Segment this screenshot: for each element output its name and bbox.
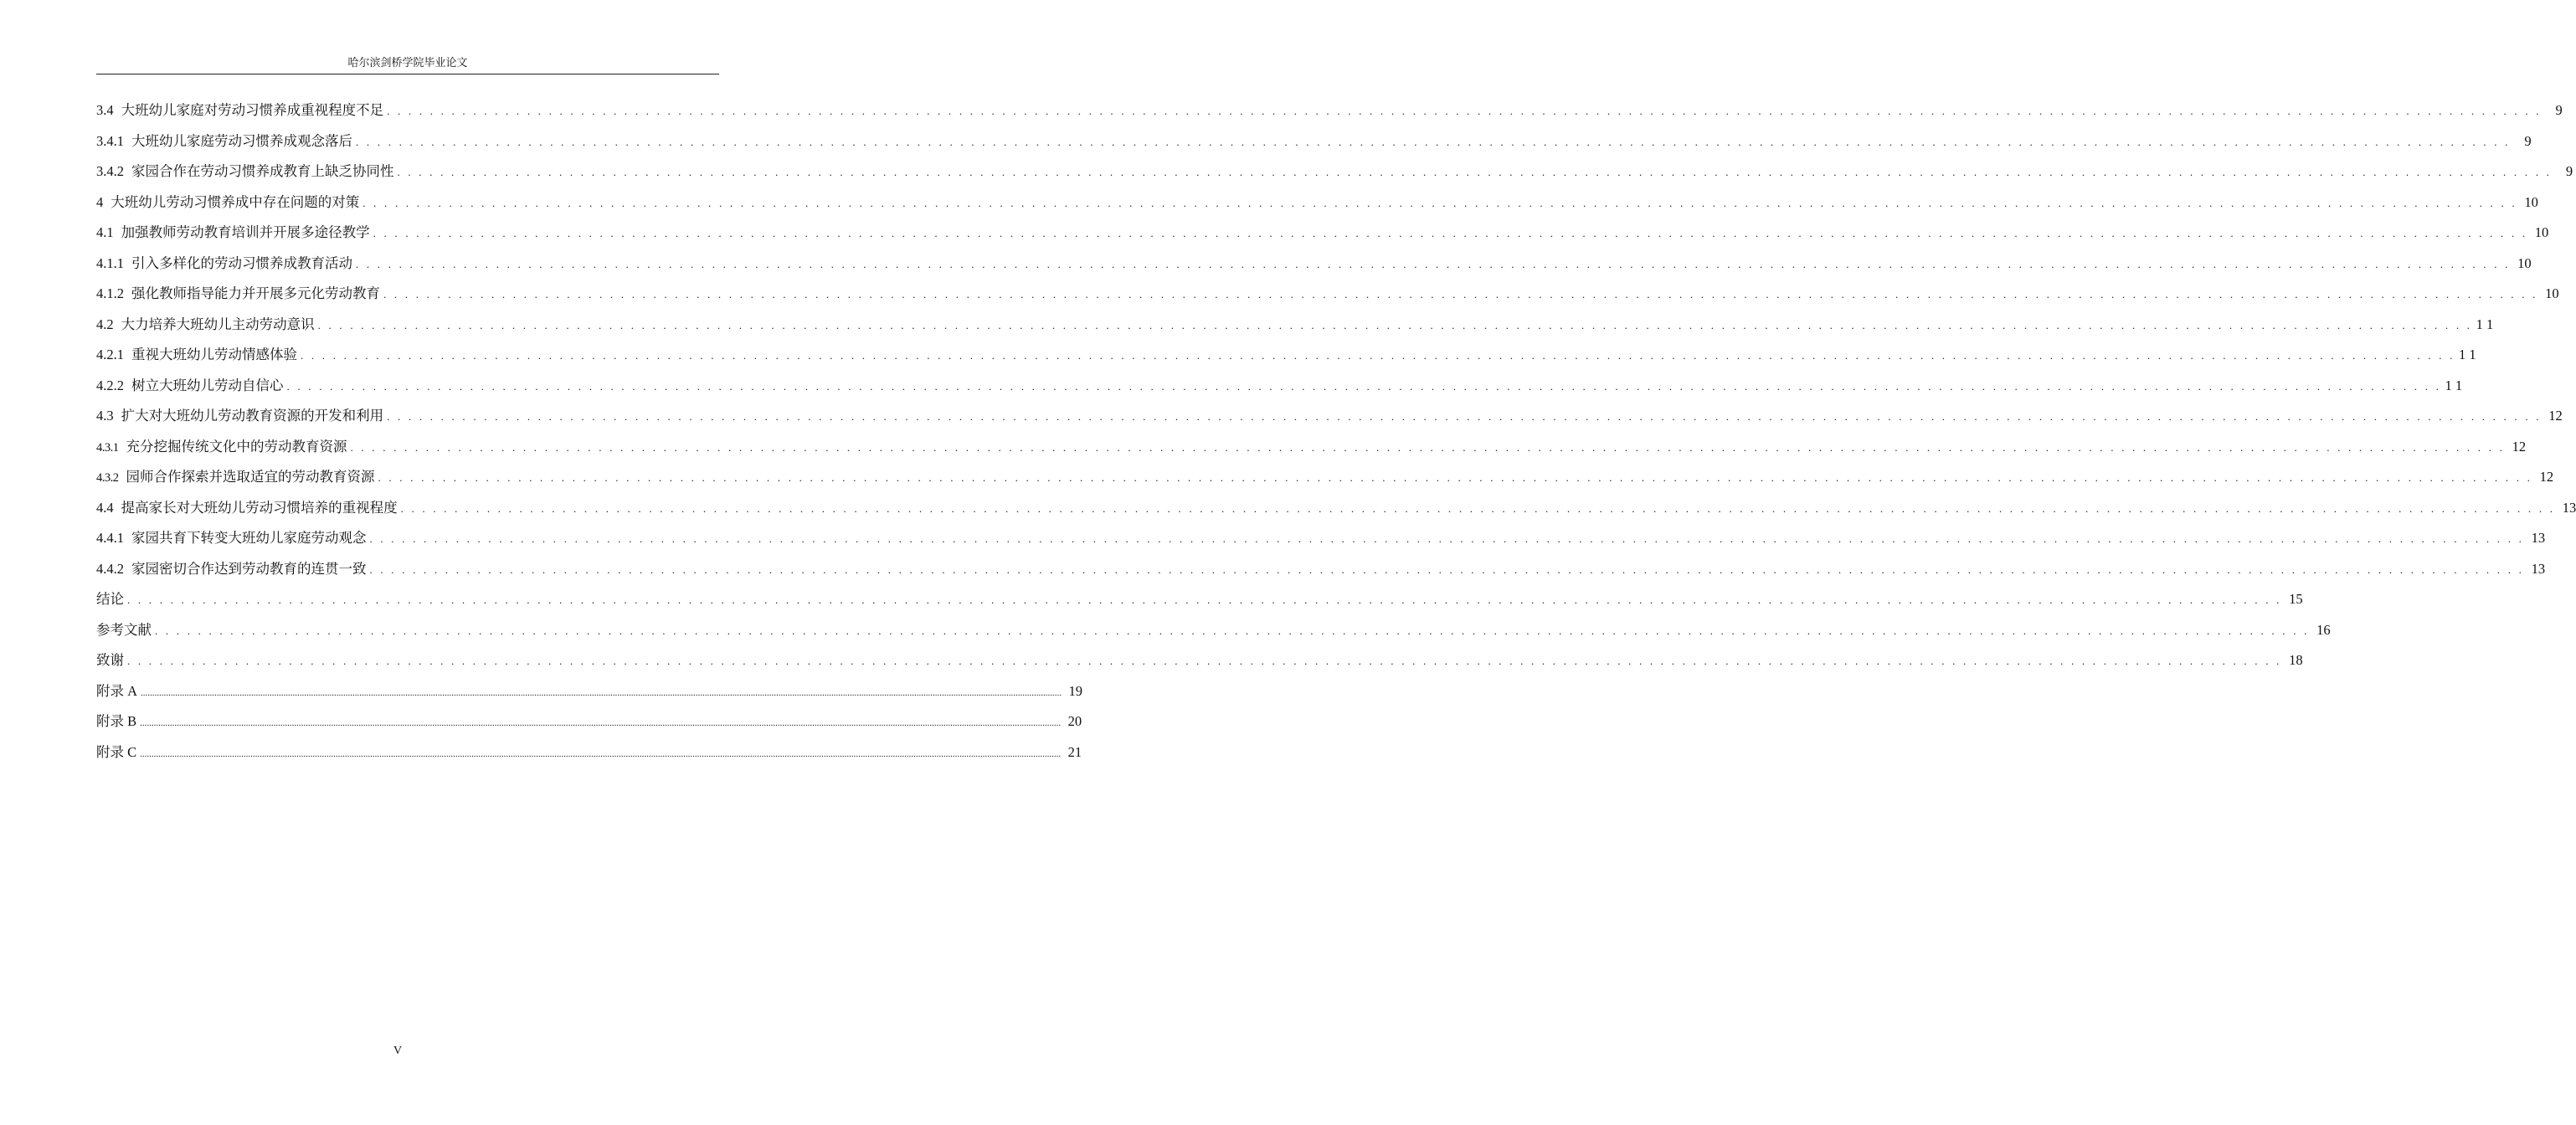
toc-entry-text: 结论 [96,591,124,607]
toc-entry-number: 4.3.1 [96,440,119,455]
toc-entry-page: 10 [2527,221,2548,244]
toc-entry-page: 10 [2511,252,2532,275]
toc-entry-text: 重视大班幼儿劳动情感体验 [131,347,297,362]
toc-entry-page: 10 [2538,282,2559,306]
toc-entry-text: 园师合作探索并选取适宜的劳动教育资源 [126,469,375,485]
toc-entry[interactable] [96,710,1082,741]
toc-dot-leader: ................................................................................................................................................................................................................................................................................................................................................................................................................ [141,687,1062,698]
toc-entry[interactable] [96,588,2303,619]
toc-entry-number: 4.2 [96,316,114,332]
toc-entry[interactable] [96,649,2303,680]
toc-entry-page: 9 [2552,160,2573,183]
toc-entry-title [96,343,301,367]
toc-entry[interactable] [96,343,2476,374]
toc-entry-text: 附录 B [96,713,137,729]
toc-entry[interactable] [96,741,1082,772]
toc-entry-number: 3.4 [96,102,114,118]
toc-dot-leader: . . . . . . . . . . . . . . . . . . . . . . . . . . . . . . . . . . . . . . . . . . . . . . . . . . . . . . . . . . . . . . . . . . . . . . . . . . . . . . . . . . . . . . . . . . . . . . . . . . . . . . . . . . . . . . . . . . . . . . . . . . . . . . . . . . . . . . . . . . . . . . . . . . . . . . . . . . . . . . . . . . . . . . . . . . . . . . . . . . . . . . . . . . . . . . . . . . . . . . . . [378,471,2533,484]
toc-entry-text: 提高家长对大班幼儿劳动习惯培养的重视程度 [121,499,398,516]
toc-dot-leader: . . . . . . . . . . . . . . . . . . . . . . . . . . . . . . . . . . . . . . . . . . . . . . . . . . . . . . . . . . . . . . . . . . . . . . . . . . . . . . . . . . . . . . . . . . . . . . . . . . . . . . . . . . . . . . . . . . . . . . . . . . . . . . . . . . . . . . . . . . . . . . . . . . . . . . . . . . . . . . . . . . . . . . . . . . . . . . . . . . . . . . . . . . . . . . . . . . . . . . . . [369,532,2525,545]
toc-entry-text: 致谢 [96,652,124,668]
toc-entry-page: 10 [2517,191,2538,214]
toc-dot-leader: . . . . . . . . . . . . . . . . . . . . . . . . . . . . . . . . . . . . . . . . . . . . . . . . . . . . . . . . . . . . . . . . . . . . . . . . . . . . . . . . . . . . . . . . . . . . . . . . . . . . . . . . . . . . . . . . . . . . . . . . . . . . . . . . . . . . . . . . . . . . . . . . . . . . . . . . . . . . . . . . . . . . . . . . . . . . . . . . . . . . . . . . . . . . . . . . . . . . . . . . [356,135,2511,148]
toc-entry-number: 4.3.2 [96,471,119,485]
toc-dot-leader: . . . . . . . . . . . . . . . . . . . . . . . . . . . . . . . . . . . . . . . . . . . . . . . . . . . . . . . . . . . . . . . . . . . . . . . . . . . . . . . . . . . . . . . . . . . . . . . . . . . . . . . . . . . . . . . . . . . . . . . . . . . . . . . . . . . . . . . . . . . . . . . . . . . . . . . . . . . . . . . . . . . . . . . . . . . . . . . . . . . . . . . . . . . . . . . . . . . . . . . . [317,318,2473,331]
toc-entry[interactable] [96,527,2546,557]
toc-entry-page: 1 1 [2472,313,2493,336]
table-of-contents [96,99,2576,771]
toc-entry-title [96,527,370,550]
toc-entry[interactable] [96,619,2331,650]
toc-entry-page: 13 [2555,496,2576,520]
toc-entry[interactable] [96,435,2527,466]
toc-dot-leader: . . . . . . . . . . . . . . . . . . . . . . . . . . . . . . . . . . . . . . . . . . . . . . . . . . . . . . . . . . . . . . . . . . . . . . . . . . . . . . . . . . . . . . . . . . . . . . . . . . . . . . . . . . . . . . . . . . . . . . . . . . . . . . . . . . . . . . . . . . . . . . . . . . . . . . . . . . . . . . . . . . . . . . . . . . . . . . . . . . . . . . . . . . . . . . . . . . . . . . . . [356,257,2511,270]
toc-entry-page: 9 [2511,130,2532,153]
toc-entry-page: 12 [2542,404,2563,428]
toc-entry-number: 4 [96,193,104,210]
toc-entry-text: 引入多样化的劳动习惯养成教育活动 [131,254,352,271]
toc-entry-number: 4.3 [96,408,114,424]
toc-entry[interactable] [96,404,2563,435]
toc-entry-title [96,130,356,153]
toc-entry-text: 家园密切合作达到劳动教育的连贯一致 [131,560,367,577]
toc-entry-page: 1 1 [2455,343,2476,367]
toc-entry-text: 参考文献 [96,621,152,638]
toc-entry-title [96,282,383,306]
toc-entry-number: 4.1 [96,224,114,240]
toc-entry[interactable] [96,282,2559,313]
toc-entry-text: 大力培养大班幼儿主动劳动意识 [121,316,315,332]
toc-entry[interactable] [96,160,2573,191]
header-title: 哈尔滨剑桥学院毕业论文 [347,56,468,69]
toc-entry-title [96,741,140,764]
toc-entry-number: 4.1.2 [96,285,124,301]
toc-entry-title [96,649,127,672]
toc-entry-text: 家园共育下转变大班幼儿家庭劳动观念 [131,530,367,546]
toc-dot-leader: ................................................................................................................................................................................................................................................................................................................................................................................................................ [140,748,1062,759]
toc-entry-text: 大班幼儿劳动习惯养成中存在问题的对策 [111,193,360,210]
toc-dot-leader: . . . . . . . . . . . . . . . . . . . . . . . . . . . . . . . . . . . . . . . . . . . . . . . . . . . . . . . . . . . . . . . . . . . . . . . . . . . . . . . . . . . . . . . . . . . . . . . . . . . . . . . . . . . . . . . . . . . . . . . . . . . . . . . . . . . . . . . . . . . . . . . . . . . . . . . . . . . . . . . . . . . . . . . . . . . . . . . . . . . . . . . . . . . . . . . . . . . . . . . . [286,379,2442,393]
toc-entry-number: 4.1.1 [96,254,124,271]
toc-entry-number: 4.4.2 [96,560,124,577]
toc-entry-number: 3.4.1 [96,132,124,149]
toc-dot-leader: . . . . . . . . . . . . . . . . . . . . . . . . . . . . . . . . . . . . . . . . . . . . . . . . . . . . . . . . . . . . . . . . . . . . . . . . . . . . . . . . . . . . . . . . . . . . . . . . . . . . . . . . . . . . . . . . . . . . . . . . . . . . . . . . . . . . . . . . . . . . . . . . . . . . . . . . . . . . . . . . . . . . . . . . . . . . . . . . . . . . . . . . . . . . . . . . . . . . . . . . [400,501,2556,515]
toc-entry-text: 家园合作在劳动习惯养成教育上缺乏协同性 [131,163,394,179]
toc-dot-leader: . . . . . . . . . . . . . . . . . . . . . . . . . . . . . . . . . . . . . . . . . . . . . . . . . . . . . . . . . . . . . . . . . . . . . . . . . . . . . . . . . . . . . . . . . . . . . . . . . . . . . . . . . . . . . . . . . . . . . . . . . . . . . . . . . . . . . . . . . . . . . . . . . . . . . . . . . . . . . . . . . . . . . . . . . . . . . . . . . . . . . . . . . . . . . . . . . . . . . . . . [127,593,2282,606]
toc-entry-number: 3.4.2 [96,163,124,179]
toc-entry-text: 充分挖掘传统文化中的劳动教育资源 [126,438,347,455]
toc-dot-leader: . . . . . . . . . . . . . . . . . . . . . . . . . . . . . . . . . . . . . . . . . . . . . . . . . . . . . . . . . . . . . . . . . . . . . . . . . . . . . . . . . . . . . . . . . . . . . . . . . . . . . . . . . . . . . . . . . . . . . . . . . . . . . . . . . . . . . . . . . . . . . . . . . . . . . . . . . . . . . . . . . . . . . . . . . . . . . . . . . . . . . . . . . . . . . . . . . . . . . . . . [369,562,2525,576]
toc-entry-page: 13 [2524,527,2545,550]
toc-dot-leader: . . . . . . . . . . . . . . . . . . . . . . . . . . . . . . . . . . . . . . . . . . . . . . . . . . . . . . . . . . . . . . . . . . . . . . . . . . . . . . . . . . . . . . . . . . . . . . . . . . . . . . . . . . . . . . . . . . . . . . . . . . . . . . . . . . . . . . . . . . . . . . . . . . . . . . . . . . . . . . . . . . . . . . . . . . . . . . . . . . . . . . . . . . . . . . . . . . . . . . . . [373,227,2528,239]
toc-entry-text: 附录 C [96,743,137,760]
toc-entry-title [96,710,140,733]
toc-entry-title [96,588,127,611]
toc-entry-title [96,496,401,520]
page-number: V [393,1045,403,1057]
toc-entry-title [96,221,373,244]
toc-entry[interactable] [96,130,2532,161]
toc-entry-number: 4.4 [96,499,114,516]
toc-entry-title [96,160,398,183]
toc-entry-page: 12 [2505,435,2526,459]
page-footer [0,1045,795,1058]
toc-entry[interactable] [96,221,2549,252]
toc-entry-title [96,557,370,581]
toc-dot-leader: . . . . . . . . . . . . . . . . . . . . . . . . . . . . . . . . . . . . . . . . . . . . . . . . . . . . . . . . . . . . . . . . . . . . . . . . . . . . . . . . . . . . . . . . . . . . . . . . . . . . . . . . . . . . . . . . . . . . . . . . . . . . . . . . . . . . . . . . . . . . . . . . . . . . . . . . . . . . . . . . . . . . . . . . . . . . . . . . . . . . . . . . . . . . . . . . . . . . . . . . [387,410,2542,423]
toc-entry[interactable] [96,496,2576,527]
toc-entry-page: 1 1 [2441,374,2462,398]
toc-entry-number: 4.2.2 [96,377,124,393]
toc-entry-title [96,465,378,490]
toc-entry-text: 树立大班幼儿劳动自信心 [131,377,284,393]
toc-dot-leader: . . . . . . . . . . . . . . . . . . . . . . . . . . . . . . . . . . . . . . . . . . . . . . . . . . . . . . . . . . . . . . . . . . . . . . . . . . . . . . . . . . . . . . . . . . . . . . . . . . . . . . . . . . . . . . . . . . . . . . . . . . . . . . . . . . . . . . . . . . . . . . . . . . . . . . . . . . . . . . . . . . . . . . . . . . . . . . . . . . . . . . . . . . . . . . . . . . . . . . . . [350,440,2506,454]
toc-entry-page: 19 [1062,680,1082,703]
toc-entry-text: 大班幼儿家庭劳动习惯养成观念落后 [131,132,352,149]
toc-entry-page: 16 [2310,619,2331,642]
toc-dot-leader: . . . . . . . . . . . . . . . . . . . . . . . . . . . . . . . . . . . . . . . . . . . . . . . . . . . . . . . . . . . . . . . . . . . . . . . . . . . . . . . . . . . . . . . . . . . . . . . . . . . . . . . . . . . . . . . . . . . . . . . . . . . . . . . . . . . . . . . . . . . . . . . . . . . . . . . . . . . . . . . . . . . . . . . . . . . . . . . . . . . . . . . . . . . . . . . . . . . . . . . . [155,624,2310,637]
toc-entry[interactable] [96,680,1083,711]
toc-entry-page: 18 [2282,649,2303,672]
toc-entry-title [96,99,387,122]
toc-entry-title [96,313,318,336]
toc-entry-text: 扩大对大班幼儿劳动教育资源的开发和利用 [121,408,384,424]
toc-entry[interactable] [96,374,2463,405]
toc-entry[interactable] [96,557,2546,588]
toc-entry[interactable] [96,465,2554,496]
page-header [96,55,719,74]
toc-dot-leader: . . . . . . . . . . . . . . . . . . . . . . . . . . . . . . . . . . . . . . . . . . . . . . . . . . . . . . . . . . . . . . . . . . . . . . . . . . . . . . . . . . . . . . . . . . . . . . . . . . . . . . . . . . . . . . . . . . . . . . . . . . . . . . . . . . . . . . . . . . . . . . . . . . . . . . . . . . . . . . . . . . . . . . . . . . . . . . . . . . . . . . . . . . . . . . . . . . . . . . . . [387,105,2542,117]
toc-entry-page: 15 [2282,588,2303,611]
toc-entry-page: 13 [2524,557,2545,581]
toc-entry-number: 4.4.1 [96,530,124,546]
toc-dot-leader: . . . . . . . . . . . . . . . . . . . . . . . . . . . . . . . . . . . . . . . . . . . . . . . . . . . . . . . . . . . . . . . . . . . . . . . . . . . . . . . . . . . . . . . . . . . . . . . . . . . . . . . . . . . . . . . . . . . . . . . . . . . . . . . . . . . . . . . . . . . . . . . . . . . . . . . . . . . . . . . . . . . . . . . . . . . . . . . . . . . . . . . . . . . . . . . . . . . . . . . . [362,196,2517,209]
toc-entry[interactable] [96,313,2494,344]
toc-dot-leader: . . . . . . . . . . . . . . . . . . . . . . . . . . . . . . . . . . . . . . . . . . . . . . . . . . . . . . . . . . . . . . . . . . . . . . . . . . . . . . . . . . . . . . . . . . . . . . . . . . . . . . . . . . . . . . . . . . . . . . . . . . . . . . . . . . . . . . . . . . . . . . . . . . . . . . . . . . . . . . . . . . . . . . . . . . . . . . . . . . . . . . . . . . . . . . . . . . . . . . . . [383,288,2538,301]
toc-entry-title [96,435,351,460]
toc-entry-page: 20 [1061,710,1082,733]
toc-entry[interactable] [96,252,2532,283]
toc-entry[interactable] [96,191,2538,222]
toc-entry-title [96,252,356,275]
toc-dot-leader: . . . . . . . . . . . . . . . . . . . . . . . . . . . . . . . . . . . . . . . . . . . . . . . . . . . . . . . . . . . . . . . . . . . . . . . . . . . . . . . . . . . . . . . . . . . . . . . . . . . . . . . . . . . . . . . . . . . . . . . . . . . . . . . . . . . . . . . . . . . . . . . . . . . . . . . . . . . . . . . . . . . . . . . . . . . . . . . . . . . . . . . . . . . . . . . . . . . . . . . . [127,655,2282,667]
toc-entry-page: 9 [2542,99,2563,122]
toc-entry-title [96,680,141,703]
toc-entry-title [96,191,362,214]
toc-dot-leader: ................................................................................................................................................................................................................................................................................................................................................................................................................ [140,718,1062,728]
toc-entry-title [96,404,387,428]
toc-entry-text: 附录 A [96,682,138,699]
toc-entry-page: 12 [2532,465,2553,489]
toc-entry-title [96,619,155,642]
toc-entry-number: 4.2.1 [96,347,124,362]
toc-entry-text: 加强教师劳动教育培训并开展多途径教学 [121,224,370,240]
toc-dot-leader: . . . . . . . . . . . . . . . . . . . . . . . . . . . . . . . . . . . . . . . . . . . . . . . . . . . . . . . . . . . . . . . . . . . . . . . . . . . . . . . . . . . . . . . . . . . . . . . . . . . . . . . . . . . . . . . . . . . . . . . . . . . . . . . . . . . . . . . . . . . . . . . . . . . . . . . . . . . . . . . . . . . . . . . . . . . . . . . . . . . . . . . . . . . . . . . . . . . . . . . . [301,349,2455,362]
toc-entry[interactable] [96,99,2563,130]
toc-entry-text: 大班幼儿家庭对劳动习惯养成重视程度不足 [121,102,384,118]
toc-entry-page: 21 [1061,741,1082,764]
toc-dot-leader: . . . . . . . . . . . . . . . . . . . . . . . . . . . . . . . . . . . . . . . . . . . . . . . . . . . . . . . . . . . . . . . . . . . . . . . . . . . . . . . . . . . . . . . . . . . . . . . . . . . . . . . . . . . . . . . . . . . . . . . . . . . . . . . . . . . . . . . . . . . . . . . . . . . . . . . . . . . . . . . . . . . . . . . . . . . . . . . . . . . . . . . . . . . . . . . . . . . . . . . . [397,166,2553,178]
toc-entry-text: 强化教师指导能力并开展多元化劳动教育 [131,285,380,301]
toc-entry-title [96,374,287,398]
